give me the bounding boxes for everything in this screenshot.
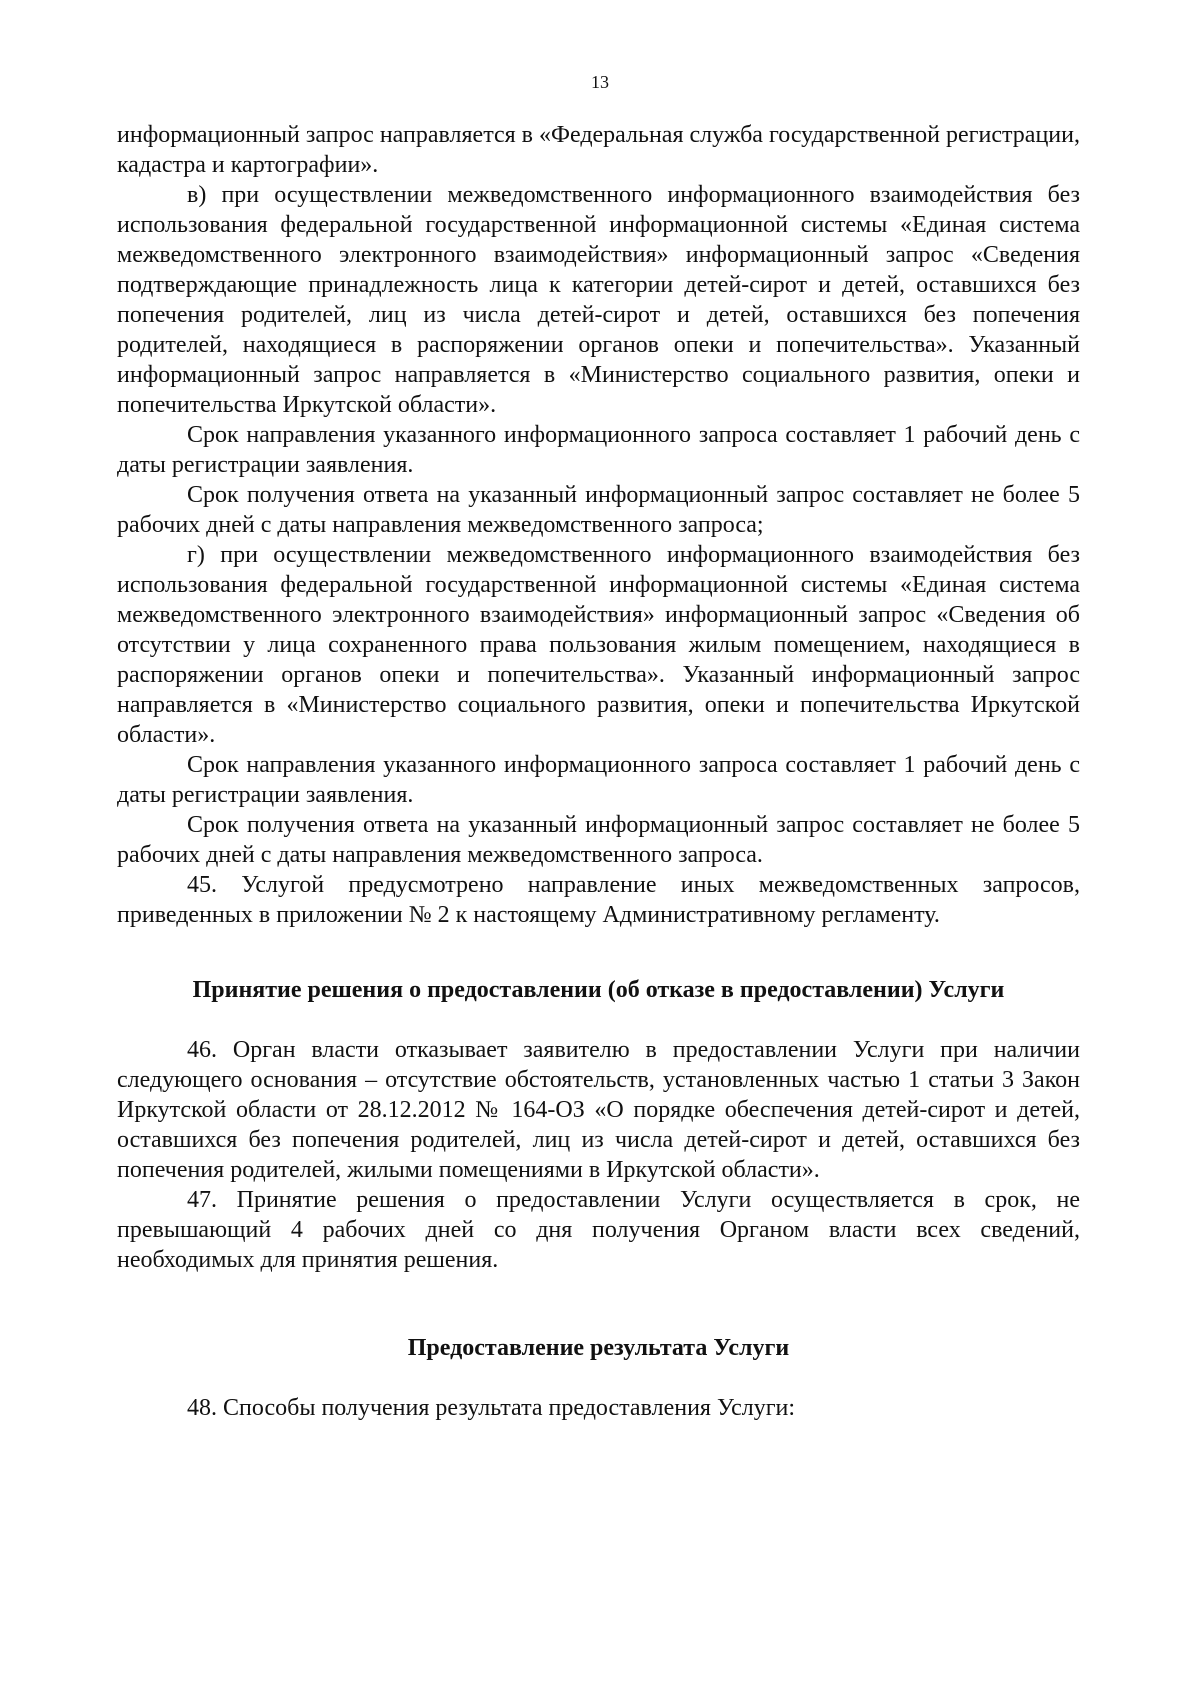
paragraph-45: 45. Услугой предусмотрено направление иных межведомственных запросов, приведенных в приложении № 2 к настоящему Административному регламенту. xyxy=(117,872,1080,928)
paragraph-request-deadline: Срок направления указанного информационного запроса составляет 1 рабочий день с даты регистрации заявления. xyxy=(117,422,1080,478)
section-heading-result: Предоставление результата Услуги xyxy=(407,1335,790,1361)
page-number: 13 xyxy=(591,72,609,92)
paragraph-item-g: г) при осуществлении межведомственного информационного взаимодействия без использования федеральной государственной информационной системы «Единая система межведомственного электронного взаимодействия» информационный запрос «Сведения об отсутствии у лица сохраненного права пользования жилым помещением, находящиеся в распоряжении органов опеки и попечительства». Указанный информационный запрос направляется в «Министерство социального развития, опеки и попечительства Иркутской области». xyxy=(117,542,1080,748)
paragraph-48: 48. Способы получения результата предоставления Услуги: xyxy=(187,1395,796,1421)
paragraph-continuation: информационный запрос направляется в «Федеральная служба государственной регистрации, кадастра и картографии». xyxy=(117,122,1080,178)
paragraph-response-deadline: Срок получения ответа на указанный информационный запрос составляет не более 5 рабочих дней с даты направления межведомственного запроса; xyxy=(117,482,1080,538)
section-heading-decision: Принятие решения о предоставлении (об отказе в предоставлении) Услуги xyxy=(192,977,1005,1003)
paragraph-item-v: в) при осуществлении межведомственного информационного взаимодействия без использования федеральной государственной информационной системы «Единая система межведомственного электронного взаимодействия» информационный запрос «Сведения подтверждающие принадлежность лица к категории детей-сирот и детей, оставшихся без попечения родителей, лиц из числа детей-сирот и детей, оставшихся без попечения родителей, находящиеся в распоряжении органов опеки и попечительства». Указанный информационный запрос направляется в «Министерство социального развития, опеки и попечительства Иркутской области». xyxy=(117,182,1080,418)
paragraph-request-deadline-2: Срок направления указанного информационного запроса составляет 1 рабочий день с даты регистрации заявления. xyxy=(117,752,1080,808)
paragraph-response-deadline-2: Срок получения ответа на указанный информационный запрос составляет не более 5 рабочих дней с даты направления межведомственного запроса. xyxy=(117,812,1080,868)
paragraph-46: 46. Орган власти отказывает заявителю в предоставлении Услуги при наличии следующего основания – отсутствие обстоятельств, установленных частью 1 статьи 3 Закон Иркутской области от 28.12.2012 № 164-ОЗ «О порядке обеспечения детей-сирот и детей, оставшихся без попечения родителей, лиц из числа детей-сирот и детей, оставшихся без попечения родителей, жилыми помещениями в Иркутской области». xyxy=(117,1037,1080,1183)
paragraph-47: 47. Принятие решения о предоставлении Услуги осуществляется в срок, не превышающий 4 рабочих дней со дня получения Органом власти всех сведений, необходимых для принятия решения. xyxy=(117,1187,1080,1273)
document-body xyxy=(117,120,1080,1423)
